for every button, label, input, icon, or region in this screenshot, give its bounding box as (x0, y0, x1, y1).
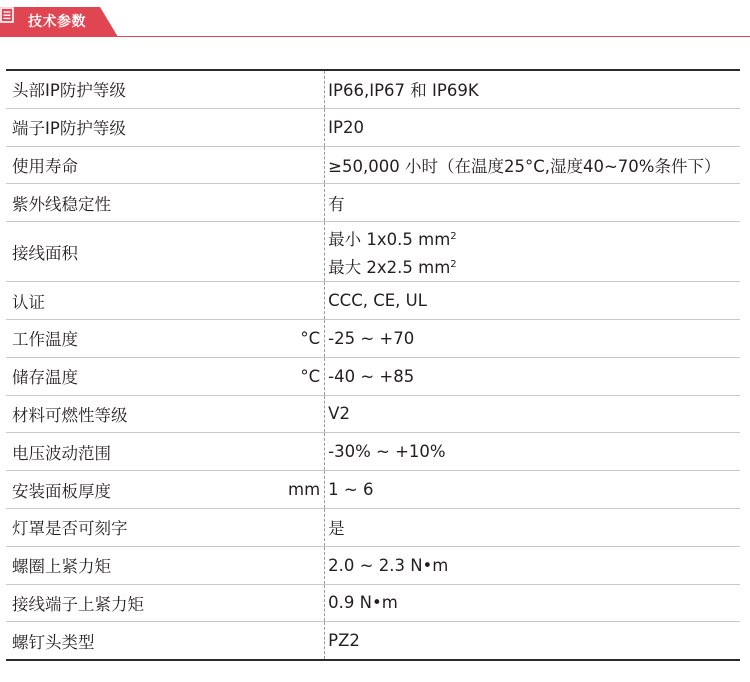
row-unit (288, 508, 325, 546)
value-text: 最小 1x0.5 mm (328, 229, 451, 249)
row-label: 安装面板厚度 (6, 471, 288, 509)
row-value: 1 ~ 6 (325, 471, 740, 509)
row-unit (288, 108, 325, 146)
table-row (6, 184, 740, 222)
row-label: 认证 (6, 282, 288, 320)
row-value: 2.0 ~ 2.3 N•m (325, 546, 740, 584)
table-row (6, 282, 740, 320)
row-value: 有 (325, 184, 740, 222)
row-value: ≥50,000 小时（在温度25°C,湿度40~70%条件下） (325, 146, 740, 184)
value-line (328, 252, 740, 280)
table-row (6, 108, 740, 146)
table-row (6, 357, 740, 395)
row-label: 端子IP防护等级 (6, 108, 288, 146)
row-unit (288, 584, 325, 622)
row-label: 接线端子上紧力矩 (6, 584, 288, 622)
table-row (6, 222, 740, 282)
table-row (6, 433, 740, 471)
row-unit: °C (288, 357, 325, 395)
row-label: 接线面积 (6, 222, 288, 282)
row-unit (288, 282, 325, 320)
table-row (6, 508, 740, 546)
row-value: 0.9 N•m (325, 584, 740, 622)
row-value: -30% ~ +10% (325, 433, 740, 471)
row-unit (288, 622, 325, 660)
table-row (6, 319, 740, 357)
row-value: -25 ~ +70 (325, 319, 740, 357)
row-label: 材料可燃性等级 (6, 395, 288, 433)
row-label: 电压波动范围 (6, 433, 288, 471)
header-divider (0, 36, 750, 37)
table-row (6, 70, 740, 108)
value-text: 最大 2x2.5 mm (328, 257, 451, 277)
row-value: -40 ~ +85 (325, 357, 740, 395)
row-unit (288, 70, 325, 108)
row-value: IP66,IP67 和 IP69K (325, 70, 740, 108)
row-unit (288, 222, 325, 282)
table-row (6, 622, 740, 660)
section-title: 技术参数 (28, 14, 86, 30)
row-label: 螺钉头类型 (6, 622, 288, 660)
row-unit: mm (288, 471, 325, 509)
row-value (325, 222, 740, 282)
row-unit (288, 184, 325, 222)
row-unit (288, 146, 325, 184)
table-row (6, 471, 740, 509)
row-unit (288, 395, 325, 433)
row-value: 是 (325, 508, 740, 546)
row-value: IP20 (325, 108, 740, 146)
row-label: 工作温度 (6, 319, 288, 357)
row-unit (288, 546, 325, 584)
row-label: 储存温度 (6, 357, 288, 395)
table-row (6, 584, 740, 622)
section-tab (0, 7, 118, 37)
row-unit (288, 433, 325, 471)
section-header (0, 0, 750, 40)
row-label: 螺圈上紧力矩 (6, 546, 288, 584)
row-unit: °C (288, 319, 325, 357)
row-value: PZ2 (325, 622, 740, 660)
row-label: 使用寿命 (6, 146, 288, 184)
row-label: 紫外线稳定性 (6, 184, 288, 222)
value-superscript: 2 (450, 230, 457, 242)
value-superscript: 2 (450, 258, 457, 270)
spec-table (6, 69, 740, 661)
row-label: 头部IP防护等级 (12, 81, 126, 101)
row-value: CCC, CE, UL (325, 282, 740, 320)
row-label: 灯罩是否可刻字 (6, 508, 288, 546)
table-row (6, 546, 740, 584)
table-row (6, 146, 740, 184)
row-value: V2 (325, 395, 740, 433)
table-row (6, 395, 740, 433)
value-line (328, 224, 740, 252)
document-icon (0, 7, 14, 23)
